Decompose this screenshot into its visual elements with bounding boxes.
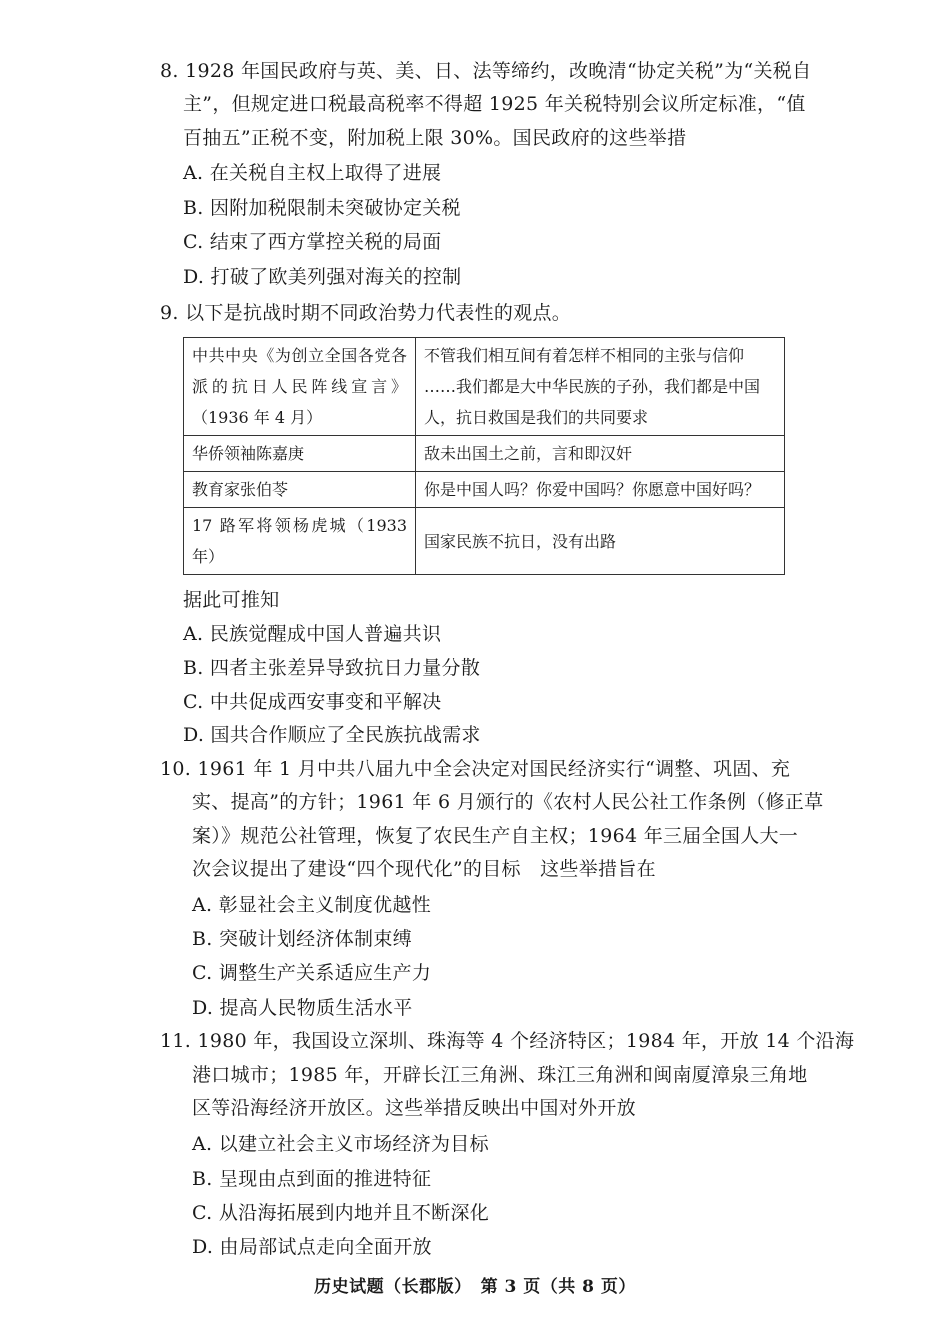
q11-stem-line-1: 11. 1980 年，我国设立深圳、珠海等 4 个经济特区；1984 年，开放 14 个沿海	[160, 1030, 855, 1052]
q10-option-d: D. 提高人民物质生活水平	[192, 997, 413, 1019]
table-cell-view	[416, 472, 785, 508]
q9-option-a: A. 民族觉醒成中国人普遍共识	[183, 623, 442, 645]
q8-option-d: D. 打破了欧美列强对海关的控制	[183, 266, 462, 288]
table-row	[184, 338, 785, 436]
view-line: 人，抗日救国是我们的共同要求	[424, 408, 649, 427]
table-cell-view	[416, 436, 785, 472]
q10-option-c: C. 调整生产关系适应生产力	[192, 962, 432, 984]
table-row	[184, 436, 785, 472]
page-footer: 历史试题（长郡版） 第 3 页（共 8 页）	[314, 1277, 636, 1297]
view-line: 国家民族不抗日，没有出路	[424, 531, 617, 551]
table-cell-view	[416, 508, 785, 575]
view-line: 你是中国人吗？你爱中国吗？你愿意中国好吗？	[424, 480, 761, 499]
q8-option-a: A. 在关税自主权上取得了进展	[183, 162, 442, 184]
q10-stem-line-2: 实、提高”的方针；1961 年 6 月颁行的《农村人民公社工作条例（修正草	[192, 791, 824, 813]
q10-stem-line-4: 次会议提出了建设“四个现代化”的目标 这些举措旨在	[192, 858, 656, 880]
source-line: 教育家张伯苓	[192, 480, 289, 499]
view-line: ……我们都是大中华民族的子孙，我们都是中国	[424, 377, 761, 396]
q10-option-b: B. 突破计划经济体制束缚	[192, 928, 412, 950]
q11-stem-line-3: 区等沿海经济开放区。这些举措反映出中国对外开放	[192, 1097, 636, 1119]
source-line: 华侨领袖陈嘉庚	[192, 444, 305, 463]
q9-stem: 9. 以下是抗战时期不同政治势力代表性的观点。	[160, 302, 572, 324]
q8-option-c: C. 结束了西方掌控关税的局面	[183, 231, 442, 253]
q11-option-a: A. 以建立社会主义市场经济为目标	[192, 1133, 489, 1155]
q9-lead: 据此可推知	[183, 589, 280, 611]
q10-option-a: A. 彰显社会主义制度优越性	[192, 894, 432, 916]
q8-option-b: B. 因附加税限制未突破协定关税	[183, 197, 461, 219]
table-cell-source	[184, 436, 416, 472]
q8-stem-line-2: 主”，但规定进口税最高税率不得超 1925 年关税特别会议所定标准，“值	[183, 93, 806, 115]
q11-option-b: B. 呈现由点到面的推进特征	[192, 1168, 432, 1190]
table-cell-source	[184, 472, 416, 508]
q10-stem-line-1: 10. 1961 年 1 月中共八届九中全会决定对国民经济实行“调整、巩固、充	[160, 758, 791, 780]
q9-option-b: B. 四者主张差异导致抗日力量分散	[183, 657, 481, 679]
q9-option-c: C. 中共促成西安事变和平解决	[183, 691, 442, 713]
source-line: 中共中央《为创立全国各党各	[192, 346, 407, 365]
source-line: （1936 年 4 月）	[192, 408, 323, 427]
view-line: 敌未出国土之前，言和即汉奸	[424, 444, 633, 463]
table-cell-source	[184, 338, 416, 436]
q10-stem-line-3: 案）》规范公社管理，恢复了农民生产自主权；1964 年三届全国人大一	[192, 825, 799, 847]
q11-option-c: C. 从沿海拓展到内地并且不断深化	[192, 1202, 490, 1224]
source-line: 17 路军将领杨虎城（1933 年）	[192, 516, 407, 566]
q11-stem-line-2: 港口城市；1985 年，开辟长江三角洲、珠江三角洲和闽南厦漳泉三角地	[192, 1064, 808, 1086]
table-cell-source	[184, 508, 416, 575]
q8-stem-line-1: 8. 1928 年国民政府与英、美、日、法等缔约，改晚清“协定关税”为“关税自	[160, 60, 812, 82]
q11-option-d: D. 由局部试点走向全面开放	[192, 1236, 432, 1258]
table-row	[184, 508, 785, 575]
table-row	[184, 472, 785, 508]
q9-option-d: D. 国共合作顺应了全民族抗战需求	[183, 724, 481, 746]
q8-stem-line-3: 百抽五”正税不变，附加税上限 30%。国民政府的这些举措	[183, 127, 687, 149]
viewpoints-table	[183, 337, 785, 575]
source-line: 派的抗日人民阵线宣言》	[192, 377, 407, 396]
view-line: 不管我们相互间有着怎样不相同的主张与信仰	[424, 346, 745, 365]
table-cell-view	[416, 338, 785, 436]
